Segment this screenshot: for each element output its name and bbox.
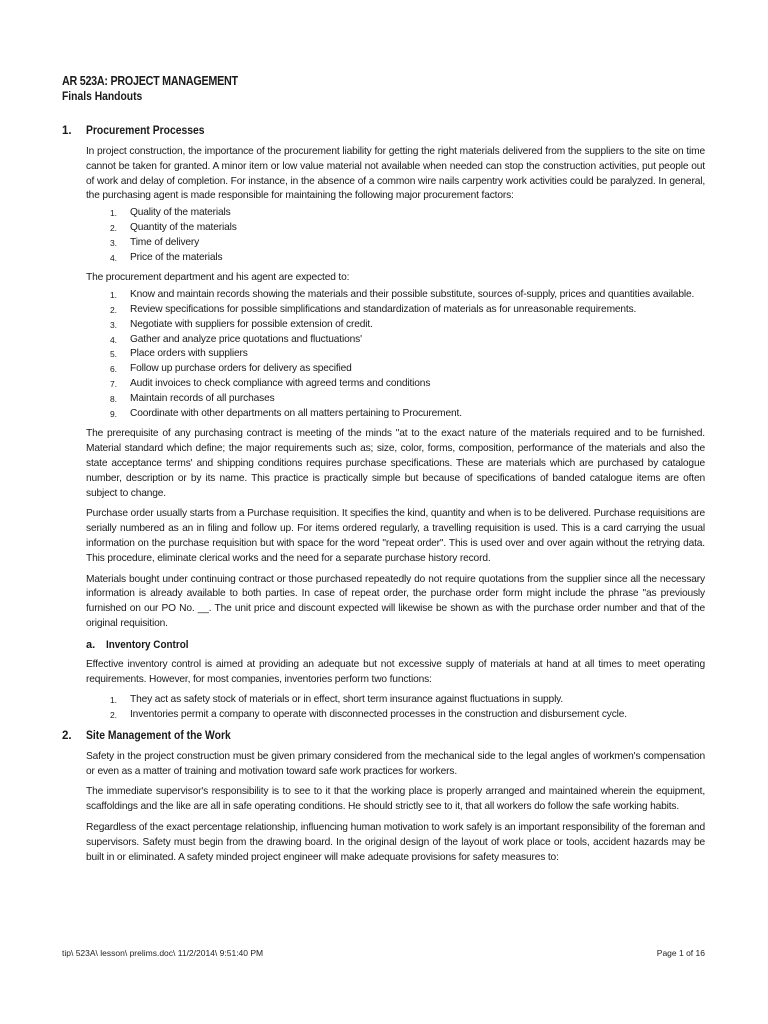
paragraph: Purchase order usually starts from a Purchase requisition. It specifies the kind, quantity and when is to be delivered. Purchase requisitions are serially numbered as an in filing and follow up. For items ordered regularly, a travelling requisition is used. This is a card carrying the usual information on the purchase requisition but with space for the word "repeat order". This is used over and over again without the retrying data. This procedure, eliminate clerical works and the need for a separate purchase history record. <box>86 508 705 564</box>
list-item: 2. Quantity of the materials <box>110 221 237 233</box>
section-heading-site-management <box>62 729 705 743</box>
paragraph: In project construction, the importance of the procurement liability for getting the right materials delivered from the suppliers to the site on time cannot be taken for granted. A minor item or low value material not available when needed can stop the construction activities, put people out of work and delay of completion. For instance, in the absence of a common wire nails carpentry work activities could be paralyzed. In general, the purchasing agent is made responsible for maintaining the following major procurement factors: <box>86 146 705 202</box>
list-item: 2. Review specifications for possible simplifications and standardization of materials as for unreasonable requirements. <box>110 303 637 315</box>
list-item: 1. They act as safety stock of materials or in effect, short term insurance against fluctuations in supply. <box>110 694 564 706</box>
section-heading-procurement <box>62 124 705 138</box>
list-item: 4. Gather and analyze price quotations and fluctuations' <box>110 333 362 345</box>
subsection-number: a. <box>86 638 96 651</box>
procurement-duties-list <box>62 288 705 421</box>
document-subtitle: Finals Handouts <box>62 89 143 103</box>
list-item: 8. Maintain records of all purchases <box>110 392 275 404</box>
paragraph: Materials bought under continuing contract or those purchased repeatedly do not require quotations from the supplier since all the necessary information is already available to both parties. In case of repeat order, the purchase order form might include the phrase "as previously furnished on our PO No. __. The unit price and discount expected will likewise be shown as with the purchase order number and that of the original requisition. <box>86 573 705 629</box>
paragraph: The prerequisite of any purchasing contract is meeting of the minds "at to the exact nature of the materials required and to be furnished. Material standard which define; the major requirements such as; size, color, forms, composition, performance of the materials and also the state acceptance terms' and shipping conditions requires purchase specifications. These are materials which are purchased by catalogue number, description or by its name. This practice is practically simple but because of specifications of banded catalogue items are often subject to change. <box>86 428 705 499</box>
inventory-functions-list <box>62 693 705 723</box>
document-title: AR 523A: PROJECT MANAGEMENT <box>62 74 238 88</box>
footer-file-path: tip\ 523A\ lesson\ prelims.doc\ 11/2/2014\ 9:51:40 PM <box>62 948 264 958</box>
section-number: 1. <box>62 125 72 137</box>
paragraph: Regardless of the exact percentage relationship, influencing human motivation to work safely is an important responsibility of the foreman and supervisors. Safety must begin from the drawing board. In the original design of the layout of work place or tools, accident hazards may be built in or eliminated. A safety minded project engineer will make adequate provisions for safety measures to: <box>86 822 705 863</box>
section-title: Site Management of the Work <box>86 729 231 742</box>
list-item: 7. Audit invoices to check compliance with agreed terms and conditions <box>110 377 431 389</box>
document-body <box>62 124 705 871</box>
list-item: 5. Place orders with suppliers <box>110 348 248 360</box>
paragraph: Effective inventory control is aimed at providing an adequate but not excessive supply of materials at hand at all times to meet operating requirements. However, for most companies, inventories perform two functions: <box>86 658 705 685</box>
paragraph: The procurement department and his agent are expected to: <box>86 272 350 284</box>
section-title: Procurement Processes <box>86 125 205 137</box>
footer-page-number: Page 1 of 16 <box>656 948 705 958</box>
subsection-heading-inventory-control <box>86 638 705 652</box>
list-item: 2. Inventories permit a company to operate with disconnected processes in the construction and disbursement cycle. <box>110 709 627 721</box>
subsection-title: Inventory Control <box>106 638 189 651</box>
procurement-factors-list <box>62 206 705 265</box>
list-item: 9. Coordinate with other departments on all matters pertaining to Procurement. <box>110 407 462 419</box>
list-item: 3. Time of delivery <box>110 236 200 248</box>
list-item: 3. Negotiate with suppliers for possible extension of credit. <box>110 318 373 330</box>
section-number: 2. <box>62 729 72 742</box>
list-item: 1. Quality of the materials <box>110 207 231 219</box>
list-item: 1. Know and maintain records showing the materials and their possible substitute, sources of-supply, prices and quantities available. <box>110 289 695 301</box>
list-item: 6. Follow up purchase orders for delivery as specified <box>110 363 352 375</box>
page-footer <box>62 948 705 958</box>
list-item: 4. Price of the materials <box>110 251 223 263</box>
document-header <box>62 74 266 104</box>
paragraph: The immediate supervisor's responsibility is to see to it that the working place is properly arranged and maintained wherein the equipment, scaffoldings and the like are all in safe operating conditions. He should strictly see to it, that all workers do follow the safe working habits. <box>86 786 705 813</box>
paragraph: Safety in the project construction must be given primary considered from the mechanical side to the legal angles of workmen's compensation or even as a matter of training and motivation toward safe work practices for workers. <box>86 750 705 777</box>
